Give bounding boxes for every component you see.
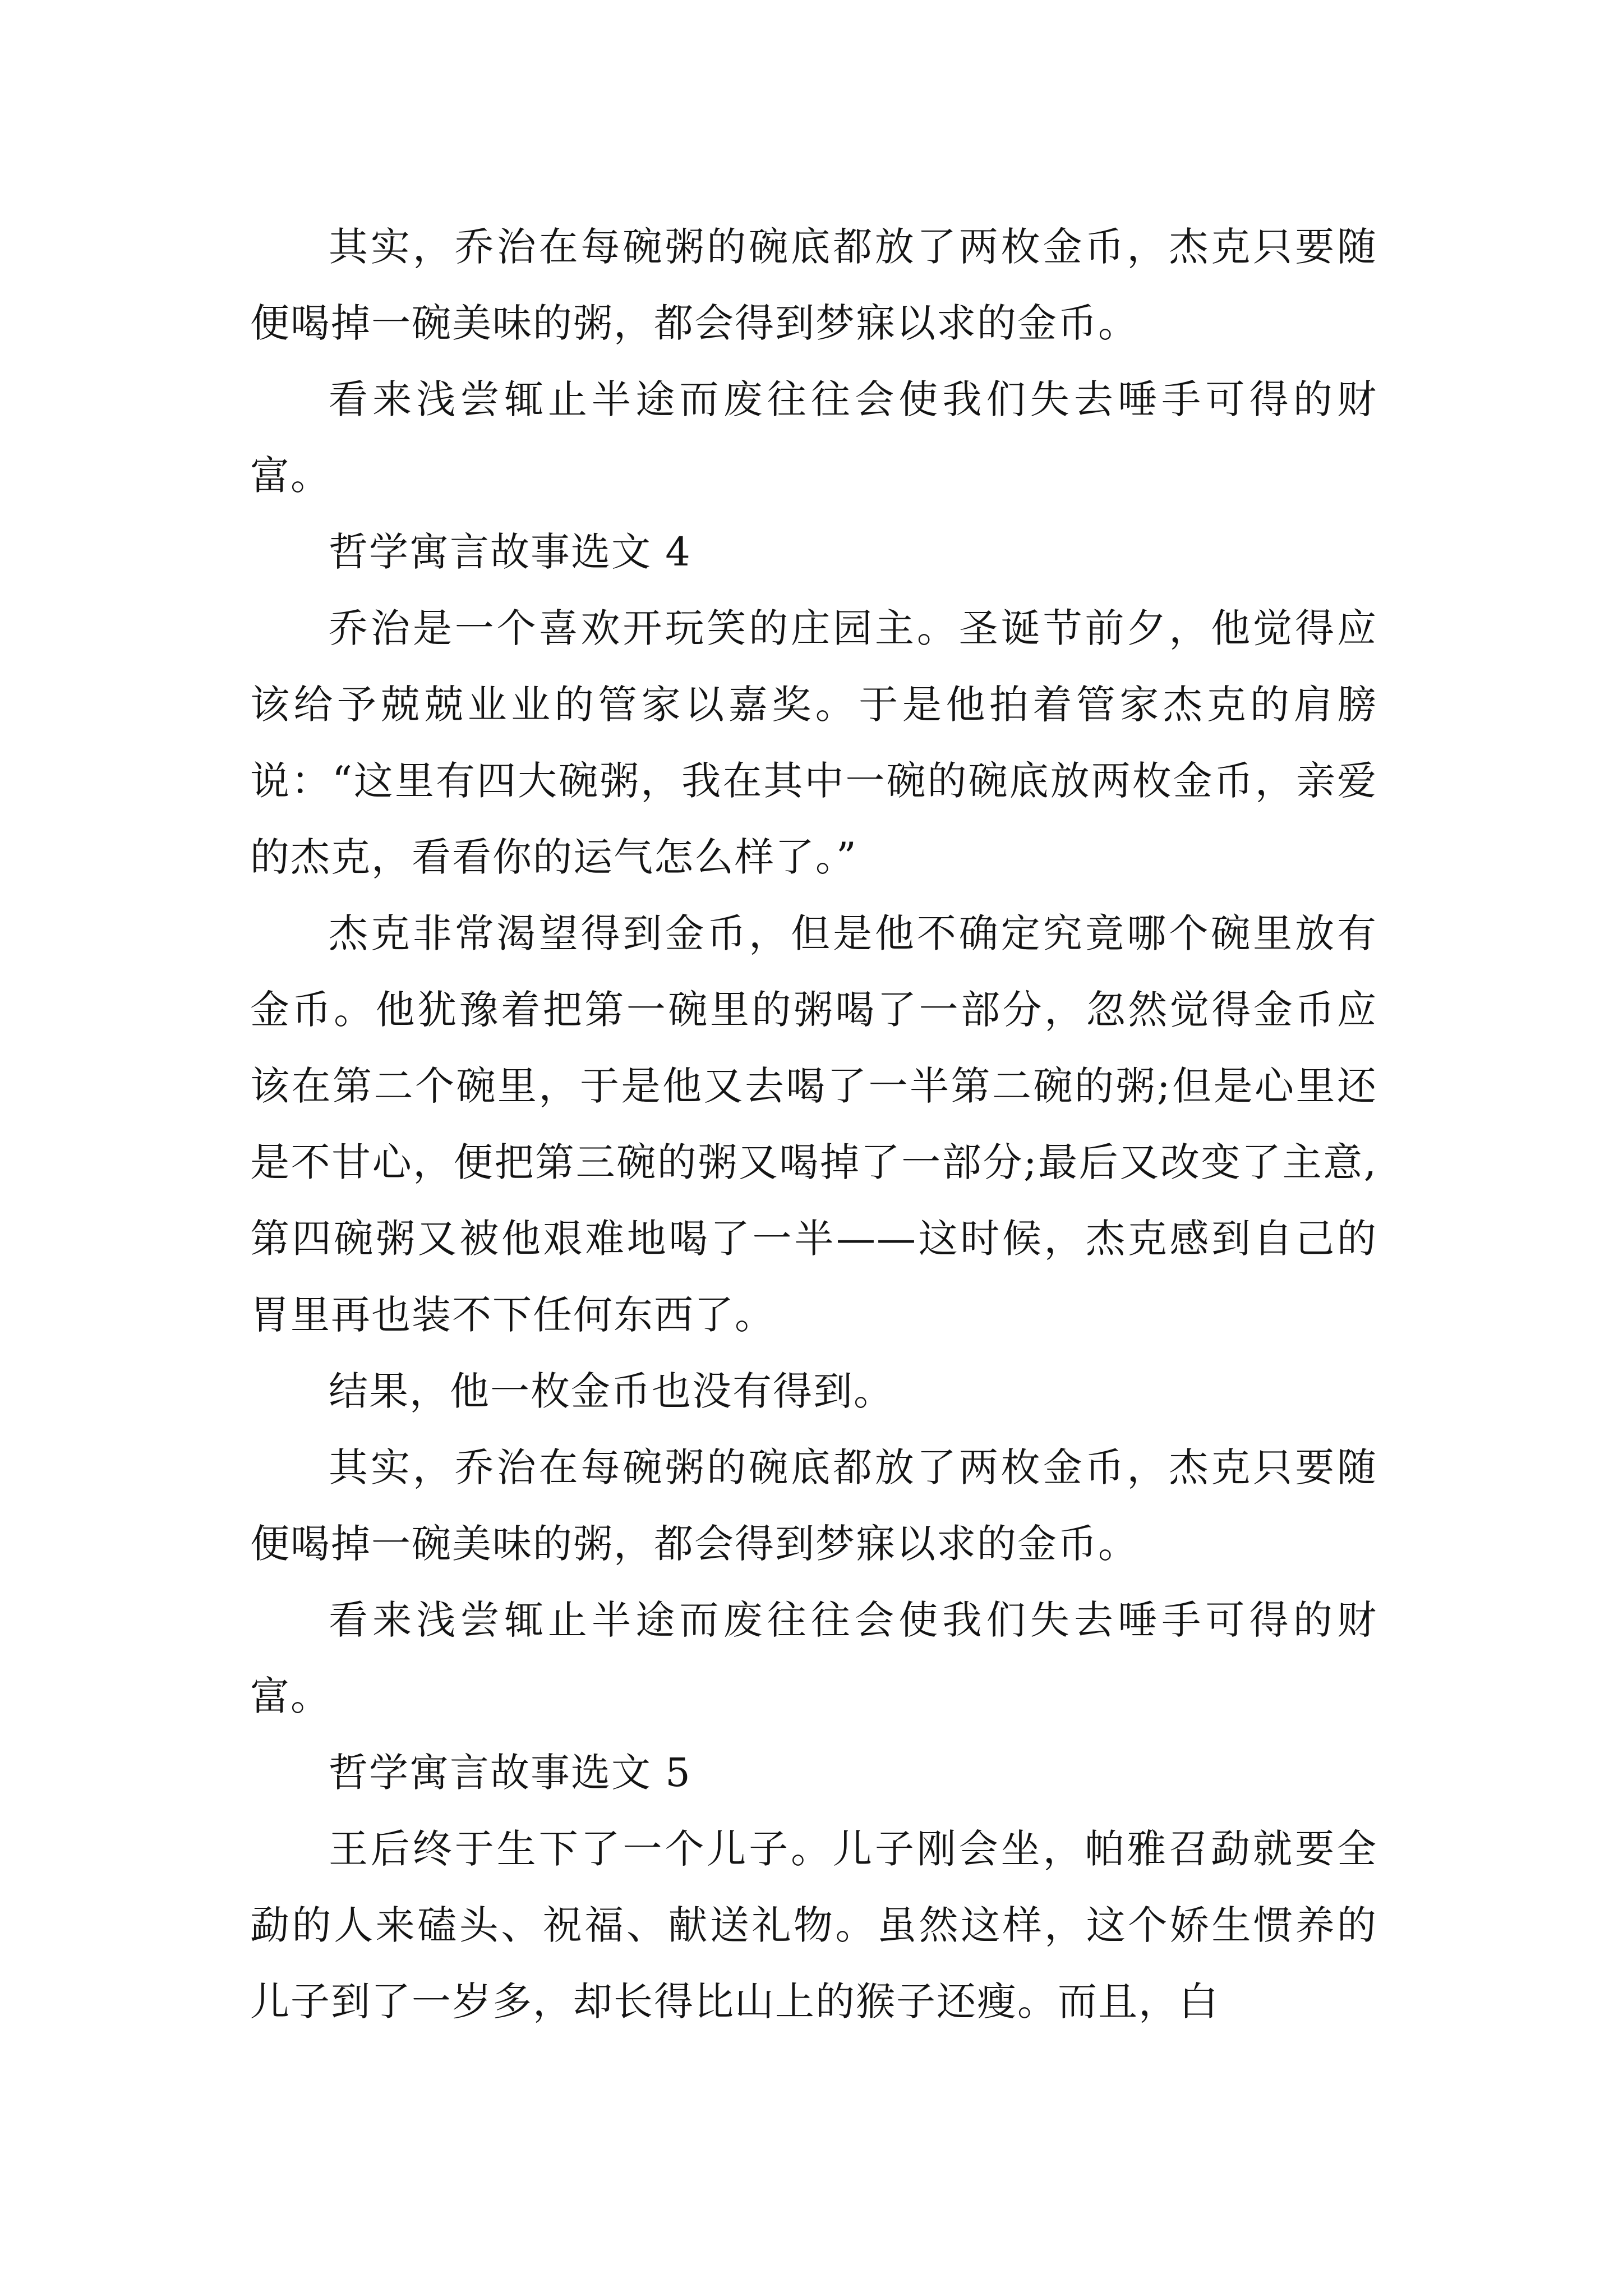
paragraph-story5-intro: 王后终于生下了一个儿子。儿子刚会坐，帕雅召勐就要全勐的人来磕头、祝福、献送礼物。虽然这样，这个娇生惯养的儿子到了一岁多，却长得比山上的猴子还瘦。而且，白	[250, 1826, 1377, 2024]
section-heading-4: 哲学寓言故事选文 4	[329, 529, 691, 575]
paragraph-conclusion-2: 其实，乔治在每碗粥的碗底都放了两枚金币，杰克只要随便喝掉一碗美味的粥，都会得到梦寐以求的金币。	[250, 1444, 1377, 1567]
section-heading-5: 哲学寓言故事选文 5	[329, 1750, 691, 1796]
paragraph-conclusion-1: 其实，乔治在每碗粥的碗底都放了两枚金币，杰克只要随便喝掉一碗美味的粥，都会得到梦寐以求的金币。	[250, 224, 1377, 346]
document-body	[250, 209, 1377, 2040]
paragraph-story4-body: 杰克非常渴望得到金币，但是他不确定究竟哪个碗里放有金币。他犹豫着把第一碗里的粥喝了一部分，忽然觉得金币应该在第二个碗里，于是他又去喝了一半第二碗的粥;但是心里还是不甘心，便把第三碗的粥又喝掉了一部分;最后又改变了主意,第四碗粥又被他艰难地喝了一半——这时候，杰克感到自己的胃里再也装不下任何东西了。	[250, 910, 1377, 1338]
paragraph-moral-2: 看来浅尝辄止半途而废往往会使我们失去唾手可得的财富。	[250, 1597, 1377, 1719]
paragraph-moral-1: 看来浅尝辄止半途而废往往会使我们失去唾手可得的财富。	[250, 376, 1377, 499]
paragraph-story4-result: 结果，他一枚金币也没有得到。	[329, 1368, 894, 1414]
paragraph-story4-intro: 乔治是一个喜欢开玩笑的庄园主。圣诞节前夕，他觉得应该给予兢兢业业的管家以嘉奖。于是他拍着管家杰克的肩膀说：“这里有四大碗粥，我在其中一碗的碗底放两枚金币，亲爱的杰克，看看你的运气怎么样了。”	[250, 605, 1377, 880]
